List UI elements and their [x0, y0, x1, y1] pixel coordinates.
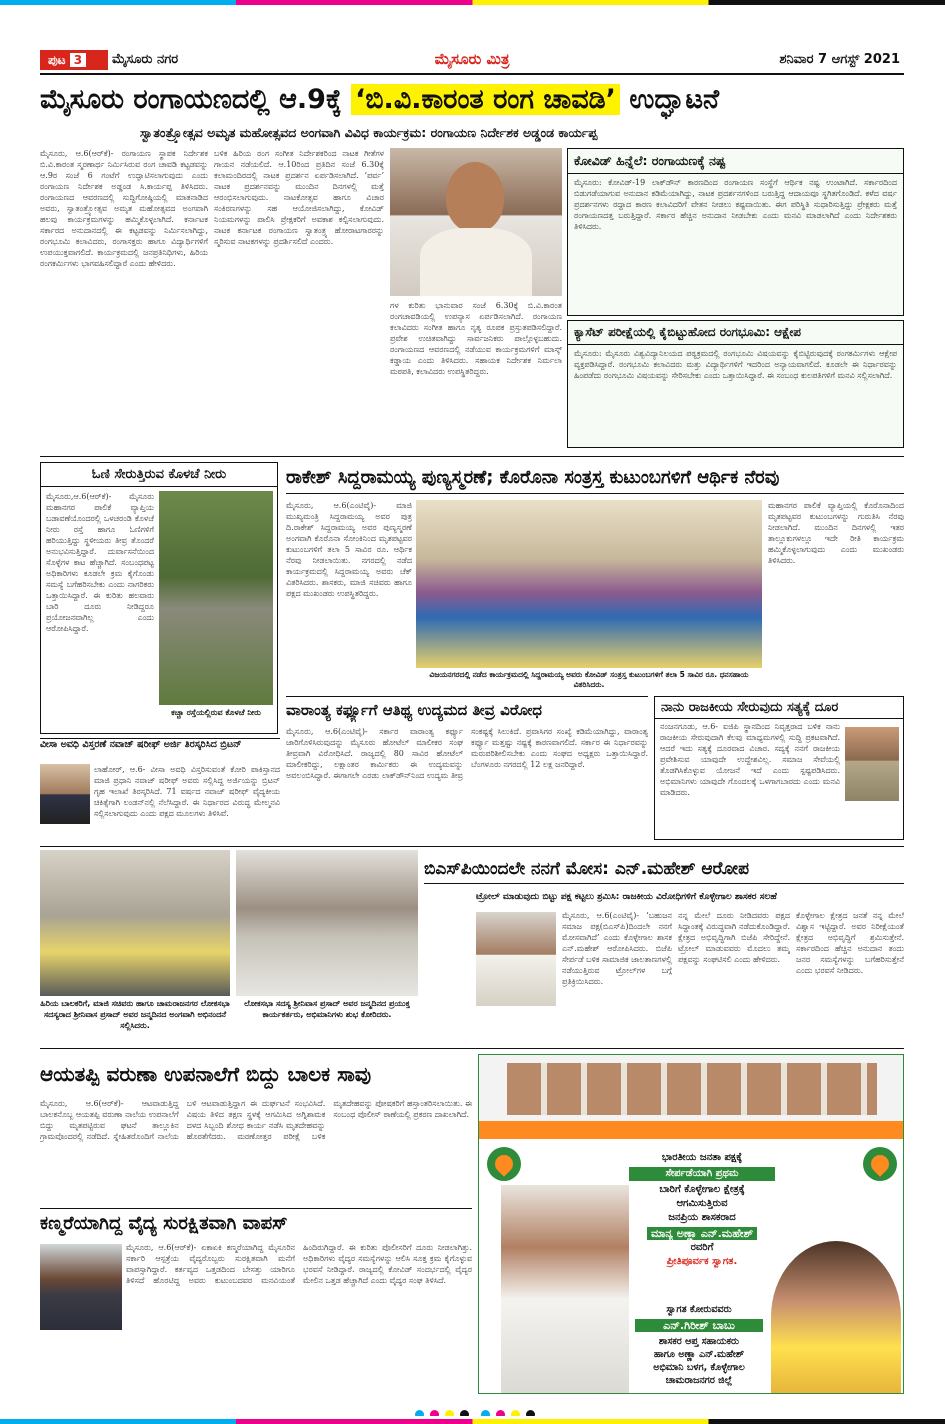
- politics-body: ನಂಜನಗೂಡು, ಆ.6- ಐಜಿಪಿ ಸ್ಥಾನದಿಂದ ನಿವೃತ್ತರಾದ ಬಳಿಕ ನಾನು ರಾಜಕೀಯ ಸೇರುವುದಾಗಿ ಕೆಲವು ಮಾಧ್ಯಮಗಳಲ್ಲಿ ಸುದ್ದಿ ಪ್ರಕಟವಾಗಿದೆ. ಆದರೆ ಇದು ಸತ್ಯಕ್ಕೆ ದೂರವಾದ ವಿಚಾರ. ಸದ್ಯಕ್ಕೆ ನನಗೆ ರಾಜಕೀಯ ಪ್ರವೇಶಿಸುವ ಯಾವುದೇ ಉದ್ದೇಶವಿಲ್ಲ. ಸಮಾಜ ಸೇವೆಯಲ್ಲಿ ತೊಡಗಿಸಿಕೊಳ್ಳುವ ಯೋಜನೆ ಇದೆ ಎಂದು ಸ್ಪಷ್ಟಪಡಿಸಿದರು. ಅಭಿಮಾನಿಗಳು ಯಾವುದೇ ಗೊಂದಲಕ್ಕೆ ಒಳಗಾಗಬಾರದು ಎಂದು ಮನವಿ ಮಾಡಿದರು.: [660, 722, 840, 797]
- ad-mla-photo: [501, 1185, 629, 1393]
- birthday-caption-left: ಹಿರಿಯ ಬಾಲಕರಿಗೆ, ಮಾಜಿ ಸಚಿವರು ಹಾಗೂ ಚಾಮರಾಜನಗರ ಲೋಕಸಭಾ ಸದಸ್ಯರಾದ ಶ್ರೀನಿವಾಸ ಪ್ರಸಾದ್ ಅವರ ಜನ್ಮದಿನದ ಅಂಗವಾಗಿ ಅಭಿನಂದನೆ ಸಲ್ಲಿಸಿದರು.: [40, 999, 230, 1030]
- doctor-photo: [40, 1244, 122, 1330]
- ad-role1: ಶಾಸಕರ ಆಪ್ತ ಸಹಾಯಕರು: [658, 1336, 740, 1347]
- siddaramaiah-photo: [416, 500, 762, 668]
- covid-body: ಮೈಸೂರು: ಕೋವಿಡ್-19 ಲಾಕ್‌ಡೌನ್ ಕಾರಣದಿಂದ ರಂಗಾಯಣ ಸಂಸ್ಥೆಗೆ ಆರ್ಥಿಕ ನಷ್ಟ ಉಂಟಾಗಿದೆ. ಸರ್ಕಾರದಿಂದ ಬಿಡುಗಡೆಯಾಗುವ ಅನುದಾನ ಕಡಿಮೆಯಾಗಿದ್ದು, ನಾಟಕ ಪ್ರದರ್ಶನಗಳಿಂದ ಬರುತ್ತಿದ್ದ ಆದಾಯವೂ ಸ್ಥಗಿತಗೊಂಡಿದೆ. ಕಳೆದ ವರ್ಷ ಪ್ರದರ್ಶನಗಳು ರದ್ದಾದ ಕಾರಣ ಕಲಾವಿದರಿಗೆ ವೇತನ ನೀಡಲು ಕಷ್ಟವಾಯಿತು. ಈಗ ಪರಿಸ್ಥಿತಿ ಸುಧಾರಿಸುತ್ತಿದ್ದು ಪ್ರೇಕ್ಷಕರು ಮತ್ತೆ ರಂಗಾಯಣದತ್ತ ಬರುತ್ತಿದ್ದಾರೆ. ಸರ್ಕಾರ ಹೆಚ್ಚಿನ ಅನುದಾನ ನೀಡಬೇಕು ಎಂದು ಮನವಿ ಮಾಡಲಾಗಿದೆ ಎಂದು ನಿರ್ದೇಶಕರು ತಿಳಿಸಿದರು.: [574, 178, 897, 231]
- ips-officer-photo: [845, 727, 899, 801]
- siddaramaiah-headline: ರಾಕೇಶ್ ಸಿದ್ದರಾಮಯ್ಯ ಪುಣ್ಯಸ್ಮರಣೆ; ಕೊರೊನಾ ಸಂತ್ರಸ್ತ ಕುಟುಂಬಗಳಿಗೆ ಆರ್ಥಿಕ ನೆರವು: [286, 462, 904, 494]
- ad-message: [617, 1151, 787, 1269]
- lead-headline-highlight: ‘ಬಿ.ವಿ.ಕಾರಂತ ರಂಗ ಚಾವಡಿ’: [351, 84, 620, 115]
- sharif-body: ಲಾಹೋರ್, ಆ.6- ವೀಸಾ ಅವಧಿ ವಿಸ್ತರಿಸುವಂತೆ ಕೋರಿ ಪಾಕಿಸ್ತಾನದ ಮಾಜಿ ಪ್ರಧಾನಿ ನವಾಜ್ ಷರೀಫ್ ಅವರು ಸಲ್ಲಿಸಿದ್ದ ಅರ್ಜಿಯನ್ನು ಬ್ರಿಟನ್ ಗೃಹ ಇಲಾಖೆ ತಿರಸ್ಕರಿಸಿದೆ. 71 ವರ್ಷದ ನವಾಜ್ ಷರೀಫ್ ವೈದ್ಯಕೀಯ ಚಿಕಿತ್ಸೆಗಾಗಿ ಲಂಡನ್‌ನಲ್ಲಿ ನೆಲೆಸಿದ್ದಾರೆ. ಈ ನಿರ್ಧಾರದ ವಿರುದ್ಧ ಮೇಲ್ಮನವಿ ಸಲ್ಲಿಸಲಾಗುವುದು ಎಂದು ಪಕ್ಷದ ಮೂಲಗಳು ತಿಳಿಸಿವೆ.: [94, 765, 280, 818]
- cassette-body: ಮೈಸೂರು: ಮೈಸೂರು ವಿಶ್ವವಿದ್ಯಾನಿಲಯದ ಪಠ್ಯಕ್ರಮದಲ್ಲಿ ರಂಗಭೂಮಿ ವಿಷಯವನ್ನು ಕೈಬಿಟ್ಟಿರುವುದಕ್ಕೆ ರಂಗಕರ್ಮಿಗಳು ಆಕ್ಷೇಪ ವ್ಯಕ್ತಪಡಿಸಿದ್ದಾರೆ. ರಂಗಭೂಮಿ ಕಲಾವಿದರು ಮತ್ತು ವಿದ್ಯಾರ್ಥಿಗಳಿಗೆ ಇದರಿಂದ ಅನ್ಯಾಯವಾಗಲಿದೆ. ಕೂಡಲೇ ಈ ನಿರ್ಧಾರವನ್ನು ಹಿಂಪಡೆದು ರಂಗಭೂಮಿ ವಿಷಯವನ್ನು ಸೇರಿಸಬೇಕು ಎಂದು ಒತ್ತಾಯಿಸಿದ್ದಾರೆ. ಈ ಸಂಬಂಧ ಕುಲಪತಿಗಳಿಗೆ ಮನವಿ ಸಲ್ಲಿಸಲಾಗಿದೆ.: [574, 349, 897, 380]
- lake-headline: ಓಣಿ ಸೇರುತ್ತಿರುವ ಕೊಳಚೆ ನೀರು: [41, 463, 277, 487]
- doctor-headline: ಕಣ್ಮರೆಯಾಗಿದ್ದ ವೈದ್ಯ ಸುರಕ್ಷಿತವಾಗಿ ವಾಪಸ್: [40, 1208, 472, 1238]
- bjp-lotus-icon-right: [863, 1147, 897, 1181]
- ad-line1: ಭಾರತೀಯ ಜನತಾ ಪಕ್ಷಕ್ಕೆ: [661, 1152, 743, 1163]
- birthday-photo-right: [236, 850, 418, 996]
- mahesh-photo: [476, 912, 556, 1006]
- ad-line4: ಆಗಮಿಸುತ್ತಿರುವ: [676, 1198, 728, 1209]
- ad-leaders-row: [479, 1055, 904, 1121]
- registration-marks: [360, 1404, 590, 1416]
- lead-body-col1: ಮೈಸೂರು, ಆ.6(ಆರ್‌ಕೆ)- ರಂಗಾಯಣ ಸ್ಥಾಪಕ ನಿರ್ದೇಶಕ ಬಿ.ವಿ.ಕಾರಂತ ಸ್ಮರಣಾರ್ಥ ನಿರ್ಮಿಸಿರುವ ರಂಗ ಚಾವಡಿ ಕಟ್ಟಡವನ್ನು ಆ.9ರ ಸಂಜೆ 6 ಗಂಟೆಗೆ ಉದ್ಘಾಟಿಸಲಾಗುವುದು ಎಂದು ರಂಗಾಯಣ ನಿರ್ದೇಶಕ ಅಡ್ಡಂಡ ಸಿ.ಕಾರ್ಯಪ್ಪ ತಿಳಿಸಿದರು. ರಂಗಾಯಣದ ಆವರಣದಲ್ಲಿ ಸುದ್ದಿಗೋಷ್ಠಿಯಲ್ಲಿ ಮಾತನಾಡಿದ ಅವರು, ಸ್ವಾತಂತ್ರ್ಯೋತ್ಸವ ಅಮೃತ ಮಹೋತ್ಸವದ ಅಂಗವಾಗಿ ಹಲವು ಕಾರ್ಯಕ್ರಮಗಳನ್ನು ಹಮ್ಮಿಕೊಳ್ಳಲಾಗಿದೆ. ಕರ್ನಾಟಕ ಸರ್ಕಾರದ ಅನುದಾನದಲ್ಲಿ ಈ ಕಟ್ಟಡವನ್ನು ನಿರ್ಮಿಸಲಾಗಿದ್ದು, ರಂಗಭೂಮಿ ಕಲಾವಿದರು, ರಂಗಾಸಕ್ತರು ಹಾಗೂ ವಿದ್ಯಾರ್ಥಿಗಳಿಗೆ ಉಪಯುಕ್ತವಾಗಲಿದೆ. ಕಾರ್ಯಕ್ರಮದಲ್ಲಿ ಜನಪ್ರತಿನಿಧಿಗಳು, ಹಿರಿಯ ರಂಗಕರ್ಮಿಗಳು ಭಾಗವಹಿಸಲಿದ್ದಾರೆ ಎಂದು ಹೇಳಿದರು.: [40, 149, 208, 268]
- ad-role2: ಹಾಗೂ ಅಣ್ಣಾ ಎನ್.ಮಹೇಶ್: [653, 1349, 745, 1360]
- siddaramaiah-body-right: ಮಹಾನಗರ ಪಾಲಿಕೆ ವ್ಯಾಪ್ತಿಯಲ್ಲಿ ಕೊರೊನಾದಿಂದ ಮೃತಪಟ್ಟವರ ಕುಟುಂಬಗಳನ್ನು ಗುರುತಿಸಿ ನೆರವು ನೀಡಲಾಗಿದೆ. ಮುಂದಿನ ದಿನಗಳಲ್ಲಿ ಇತರ ತಾಲ್ಲೂಕುಗಳಲ್ಲೂ ಇದೇ ರೀತಿ ಕಾರ್ಯಕ್ರಮ ಹಮ್ಮಿಕೊಳ್ಳಲಾಗುವುದು ಎಂದು ಮುಖಂಡರು ತಿಳಿಸಿದರು.: [768, 501, 904, 565]
- lake-body: ಮೈಸೂರು,ಆ.6(ಆರ್‌ಕೆ)- ಮೈಸೂರು ಮಹಾನಗರ ಪಾಲಿಕೆ ವ್ಯಾಪ್ತಿಯ ಬಡಾವಣೆಯೊಂದರಲ್ಲಿ ಒಳಚರಂಡಿ ಕೊಳಚೆ ನೀರು ರಸ್ತೆ ಹಾಗೂ ಓಣಿಗಳಿಗೆ ಹರಿಯುತ್ತಿದ್ದು ಸ್ಥಳೀಯರು ತೀವ್ರ ತೊಂದರೆ ಅನುಭವಿಸುತ್ತಿದ್ದಾರೆ. ದುರ್ವಾಸನೆಯಿಂದ ಸೊಳ್ಳೆಗಳ ಕಾಟ ಹೆಚ್ಚಾಗಿದೆ. ಸಂಬಂಧಪಟ್ಟ ಅಧಿಕಾರಿಗಳು ಕೂಡಲೇ ಕ್ರಮ ಕೈಗೊಂಡು ಸಮಸ್ಯೆ ಬಗೆಹರಿಸಬೇಕು ಎಂದು ನಾಗರಿಕರು ಒತ್ತಾಯಿಸಿದ್ದಾರೆ. ಈ ಕುರಿತು ಹಲವಾರು ಬಾರಿ ದೂರು ನೀಡಿದ್ದರೂ ಪ್ರಯೋಜನವಾಗಿಲ್ಲ ಎಂದು ಆರೋಪಿಸಿದ್ದಾರೆ.: [46, 492, 154, 633]
- ad-line2: ಸೇರ್ಪಡೆಯಾಗಿ ಪ್ರಥಮ: [629, 1167, 775, 1181]
- lead-subhead: ಸ್ವಾತಂತ್ರ್ಯೋತ್ಸವ ಅಮೃತ ಮಹೋತ್ಸವದ ಅಂಗವಾಗಿ ವಿವಿಧ ಕಾರ್ಯಕ್ರಮ: ರಂಗಾಯಣ ನಿರ್ದೇಶಕ ಅಡ್ಡಂಡ ಕಾರ್ಯಪ್ಪ: [140, 125, 598, 140]
- section-rule-1: [40, 456, 904, 457]
- lake-photo: [159, 491, 273, 705]
- drown-body: ಮೈಸೂರು, ಆ.6(ಆರ್‌ಕೆ)- ಆಟವಾಡುತ್ತಿದ್ದ ಬಾಲಕನೊಬ್ಬ ಆಯತಪ್ಪಿ ವರುಣಾ ನಾಲೆಯ ಉಪನಾಲೆಗೆ ಬಿದ್ದು ಮೃತಪಟ್ಟಿರುವ ಘಟನೆ ತಾಲ್ಲೂಕಿನ ಗ್ರಾಮವೊಂದರಲ್ಲಿ ನಡೆದಿದೆ. ಸ್ನೇಹಿತರೊಂದಿಗೆ ನಾಲೆಯ ಬಳಿ ಆಟವಾಡುತ್ತಿದ್ದಾಗ ಈ ದುರ್ಘಟನೆ ಸಂಭವಿಸಿದೆ. ವಿಷಯ ತಿಳಿದ ತಕ್ಷಣ ಸ್ಥಳಕ್ಕೆ ಆಗಮಿಸಿದ ಅಗ್ನಿಶಾಮಕ ದಳದ ಸಿಬ್ಬಂದಿ ಶೋಧ ಕಾರ್ಯ ನಡೆಸಿ ಮೃತದೇಹವನ್ನು ಹೊರತೆಗೆದರು. ಮರಣೋತ್ತರ ಪರೀಕ್ಷೆ ಬಳಿಕ ಮೃತದೇಹವನ್ನು ಪೋಷಕರಿಗೆ ಹಸ್ತಾಂತರಿಸಲಾಯಿತು. ಈ ಸಂಬಂಧ ಪೊಲೀಸ್ ಠಾಣೆಯಲ್ಲಿ ಪ್ರಕರಣ ದಾಖಲಾಗಿದೆ.: [40, 1099, 472, 1141]
- sharif-headline: ವೀಸಾ ಅವಧಿ ವಿಸ್ತರಣೆ ನವಾಜ್ ಷರೀಫ್ ಅರ್ಜಿ ತಿರಸ್ಕರಿಸಿದ ಬ್ರಿಟನ್: [40, 738, 280, 760]
- bjp-lotus-icon-left: [487, 1147, 521, 1181]
- bjp-welcome-ad: [478, 1054, 904, 1394]
- section-rule-2: [40, 846, 904, 847]
- sharif-photo: [40, 764, 90, 824]
- doctor-body: ಮೈಸೂರು, ಆ.6(ಆರ್‌ಕೆ)- ಏಕಾಏಕಿ ಕಣ್ಮರೆಯಾಗಿದ್ದ ಮೈಸೂರಿನ ಸರ್ಕಾರಿ ಆಸ್ಪತ್ರೆಯ ವೈದ್ಯರೊಬ್ಬರು ಸುರಕ್ಷಿತವಾಗಿ ಮನೆಗೆ ವಾಪಸ್ಸಾಗಿದ್ದಾರೆ. ಕರ್ತವ್ಯದ ಒತ್ತಡದಿಂದ ಬೇಸತ್ತು ಯಾರಿಗೂ ತಿಳಿಸದೆ ಹೊರಟಿದ್ದ ಅವರು ಕುಟುಂಬದವರ ಮನವಿಯಂತೆ ಹಿಂದಿರುಗಿದ್ದಾರೆ. ಈ ಕುರಿತು ಪೊಲೀಸರಿಗೆ ದೂರು ನೀಡಲಾಗಿತ್ತು. ಅಧಿಕಾರಿಗಳು ವೈದ್ಯರ ಸಮಸ್ಯೆಗಳನ್ನು ಆಲಿಸಿ ಸೂಕ್ತ ಕ್ರಮ ಕೈಗೊಳ್ಳುವ ಭರವಸೆ ನೀಡಿದ್ದಾರೆ. ರಾಜ್ಯದಲ್ಲಿ ಕೋವಿಡ್ ಸಂದರ್ಭದಲ್ಲಿ ವೈದ್ಯರ ಮೇಲಿನ ಒತ್ತಡ ಹೆಚ್ಚಾಗಿದೆ ಎಂದು ವೈದ್ಯರ ಸಂಘ ತಿಳಿಸಿದೆ.: [126, 1243, 472, 1285]
- ad-sponsor-name: ಎನ್.ಗಿರೀಶ್ ಬಾಬು: [635, 1319, 763, 1332]
- masthead-rule: [40, 73, 904, 75]
- director-photo: [390, 148, 562, 296]
- siddaramaiah-body-left: ಮೈಸೂರು, ಆ.6(ಎಂಟಿವೈ)- ಮಾಜಿ ಮುಖ್ಯಮಂತ್ರಿ ಸಿದ್ದರಾಮಯ್ಯ ಅವರ ಪುತ್ರ ದಿ.ರಾಕೇಶ್ ಸಿದ್ದರಾಮಯ್ಯ ಅವರ ಪುಣ್ಯಸ್ಮರಣೆ ಅಂಗವಾಗಿ ಕೊರೊನಾ ಸೋಂಕಿನಿಂದ ಮೃತಪಟ್ಟವರ ಕುಟುಂಬಗಳಿಗೆ ತಲಾ 5 ಸಾವಿರ ರೂ. ಆರ್ಥಿಕ ನೆರವು ನೀಡಲಾಯಿತು. ನಗರದಲ್ಲಿ ನಡೆದ ಕಾರ್ಯಕ್ರಮದಲ್ಲಿ ಸಿದ್ದರಾಮಯ್ಯ ಅವರು ಚೆಕ್ ವಿತರಿಸಿದರು. ಶಾಸಕರು, ಮಾಜಿ ಸಚಿವರು ಹಾಗೂ ಪಕ್ಷದ ಮುಖಂಡರು ಉಪಸ್ಥಿತರಿದ್ದರು.: [286, 501, 412, 598]
- ad-line8: ಪ್ರೀತಿಪೂರ್ವಕ ಸ್ವಾಗತ.: [666, 1256, 738, 1267]
- mahesh-body-col1: ಮೈಸೂರು, ಆ.6(ಎಂಟಿವೈ)- ‘ಬಹುಜನ ಸಮಾಜ ಪಕ್ಷ(ಬಿಎಸ್‌ಪಿ)ದಿಂದಲೇ ನನಗೆ ಮೋಸವಾಗಿದೆ’ ಎಂದು ಕೊಳ್ಳೇಗಾಲ ಶಾಸಕ ಎನ್.ಮಹೇಶ್ ಆರೋಪಿಸಿದರು. ಬಿಜೆಪಿ ಸೇರ್ಪಡೆ ಬಳಿಕ ಸಾಮಾಜಿಕ ಜಾಲತಾಣಗಳಲ್ಲಿ ನಡೆಯುತ್ತಿರುವ ಟ್ರೋಲ್‌ಗಳ ಬಗ್ಗೆ ಪ್ರತಿಕ್ರಿಯಿಸಿದರು.: [562, 911, 672, 986]
- birthday-photo-left: [40, 850, 230, 996]
- issue-date: ಶನಿವಾರ 7 ಆಗಸ್ಟ್ 2021: [779, 52, 900, 67]
- ad-sponsor-photo: [771, 1241, 901, 1393]
- curfew-headline: ವಾರಾಂತ್ಯ ಕರ್ಫ್ಯೂಗೆ ಆತಿಥ್ಯ ಉದ್ಯಮದ ತೀವ್ರ ವಿರೋಧ: [286, 696, 648, 722]
- lead-headline: ಮೈಸೂರು ರಂಗಾಯಣದಲ್ಲಿ ಆ.9ಕ್ಕೆ ‘ಬಿ.ವಿ.ಕಾರಂತ ರಂಗ ಚಾವಡಿ’ ಉದ್ಘಾಟನೆ: [40, 84, 720, 115]
- ad-line3: ಬಾರಿಗೆ ಕೊಳ್ಳೇಗಾಲ ಕ್ಷೇತ್ರಕ್ಕೆ: [659, 1184, 745, 1195]
- lake-box: [40, 462, 278, 734]
- ad-line5: ಜನಪ್ರಿಯ ಶಾಸಕರಾದ: [668, 1212, 736, 1223]
- ad-role4: ಚಾಮರಾಜನಗರ ಜಿಲ್ಲೆ: [665, 1375, 733, 1386]
- mahesh-body-col2: ನನ್ನ ಮೇಲೆ ದೂರು ನೀಡಿದವರು ಪಕ್ಷದ ಸಿದ್ಧಾಂತಕ್ಕೆ ವಿರುದ್ಧವಾಗಿ ನಡೆದುಕೊಂಡಿದ್ದಾರೆ. ಕ್ಷೇತ್ರದ ಅಭಿವೃದ್ಧಿಗಾಗಿ ಬಿಜೆಪಿ ಸೇರಿದ್ದೇನೆ. ಟ್ರೋಲ್ ಮಾಡುವವರು ಮೊದಲು ತಮ್ಮ ಪಕ್ಷವನ್ನು ಸಂಘಟಿಸಲಿ ಎಂದು ಹೇಳಿದರು.: [678, 911, 790, 964]
- ad-line6: ಮಾನ್ಯ ಅಣ್ಣಾ ಎನ್.ಮಹೇಶ್: [647, 1227, 757, 1240]
- lead-body-col3: ಗಳ ಕುರಿತು ಭಾನುವಾರ ಸಂಜೆ 6.30ಕ್ಕೆ ಬಿ.ವಿ.ಕಾರಂತ ರಂಗಚಾವಡಿಯಲ್ಲಿ ಉಪನ್ಯಾಸ ಏರ್ಪಡಿಸಲಾಗಿದೆ. ರಂಗಾಯಣ ಕಲಾವಿದರು ಸಂಗೀತ ಹಾಗೂ ನೃತ್ಯ ರೂಪಕ ಪ್ರಸ್ತುತಪಡಿಸಲಿದ್ದಾರೆ. ಪ್ರವೇಶ ಉಚಿತವಾಗಿದ್ದು ಸಾರ್ವಜನಿಕರು ಪಾಲ್ಗೊಳ್ಳಬಹುದು. ರಂಗಾಯಣದ ಆವರಣದಲ್ಲಿ ನಡೆಯುವ ಕಾರ್ಯಕ್ರಮಗಳಿಗೆ ಮಾಸ್ಕ್ ಕಡ್ಡಾಯ ಎಂದು ತಿಳಿಸಿದರು. ಸಹಾಯಕ ನಿರ್ದೇಶಕ ನಿರ್ಮಲಾ ಮಠಪತಿ, ಕಲಾವಿದರು ಉಪಸ್ಥಿತರಿದ್ದರು.: [390, 301, 562, 376]
- page-number-badge: ಪುಟ 3: [40, 50, 108, 70]
- cassette-box: [567, 320, 904, 448]
- ad-saffron-band: [479, 1121, 904, 1139]
- mahesh-body-col3: ಕೊಳ್ಳೇಗಾಲ ಕ್ಷೇತ್ರದ ಜನತೆ ನನ್ನ ಮೇಲೆ ವಿಶ್ವಾಸ ಇಟ್ಟಿದ್ದಾರೆ. ಅವರ ನಿರೀಕ್ಷೆಯಂತೆ ಕ್ಷೇತ್ರದ ಅಭಿವೃದ್ಧಿಗೆ ಶ್ರಮಿಸುತ್ತೇನೆ. ಸರ್ಕಾರದಿಂದ ಹೆಚ್ಚಿನ ಅನುದಾನ ತಂದು ಜನರ ಸಮಸ್ಯೆಗಳನ್ನು ಬಗೆಹರಿಸುತ್ತೇನೆ ಎಂದು ಭರವಸೆ ನೀಡಿದರು.: [796, 911, 904, 975]
- politics-headline: ನಾನು ರಾಜಕೀಯ ಸೇರುವುದು ಸತ್ಯಕ್ಕೆ ದೂರ: [655, 697, 903, 719]
- siddaramaiah-caption: ವಿಜಯನಗರದಲ್ಲಿ ನಡೆದ ಕಾರ್ಯಕ್ರಮದಲ್ಲಿ ಸಿದ್ದರಾಮಯ್ಯ ಅವರು ಕೋವಿಡ್ ಸಂತ್ರಸ್ತ ಕುಟುಂಬಗಳಿಗೆ ತಲಾ 5 ಸಾವಿರ ರೂ. ಧನಸಹಾಯ ವಿತರಿಸಿದರು.: [429, 670, 749, 689]
- ad-role3: ಅಭಿಮಾನಿ ಬಳಗ, ಕೊಳ್ಳೇಗಾಲ: [653, 1362, 745, 1373]
- politics-box: [654, 696, 904, 840]
- lead-body-col2: ಬಳಿಕ ಹಿರಿಯ ರಂಗ ಸಂಗೀತ ನಿರ್ದೇಶಕರಿಂದ ನಾಟಕ ಗೀತೆಗಳ ಗಾಯನ ನಡೆಯಲಿದೆ. ಆ.10ರಿಂದ ಪ್ರತಿದಿನ ಸಂಜೆ 6.30ಕ್ಕೆ ಕಲಾಮಂದಿರದಲ್ಲಿ ನಾಟಕ ಪ್ರದರ್ಶನ ಏರ್ಪಡಿಸಲಾಗಿದೆ. ‘ಪರ್ವ’ ನಾಟಕ ಪ್ರದರ್ಶನವನ್ನು ಮುಂದಿನ ದಿನಗಳಲ್ಲಿ ಮತ್ತೆ ಆರಂಭಿಸಲಾಗುವುದು. ನಾಟಕೋತ್ಸವ ಹಾಗೂ ವಿಚಾರ ಸಂಕಿರಣಗಳನ್ನು ಸಹ ಆಯೋಜಿಸಲಾಗಿದ್ದು, ಕೋವಿಡ್ ನಿಯಮಗಳನ್ನು ಪಾಲಿಸಿ ಪ್ರೇಕ್ಷಕರಿಗೆ ಅವಕಾಶ ಕಲ್ಪಿಸಲಾಗುವುದು. ನಾಟಕ ಕರ್ನಾಟಕ ರಂಗಾಯಣ ಸ್ವಾತಂತ್ರ್ಯ ಹೋರಾಟಗಾರರನ್ನು ಸ್ಮರಿಸುವ ನಾಟಕಗಳನ್ನು ಪ್ರದರ್ಶಿಸಲಿದೆ ಎಂದರು.: [214, 149, 384, 246]
- ad-sponsor-block: [629, 1303, 769, 1387]
- mahesh-subhead: ಟ್ರೋಲ್ ಮಾಡುವುದು ಬಿಟ್ಟು ಪಕ್ಷ ಕಟ್ಟಲು ಶ್ರಮಿಸಿ: ರಾಜಕೀಯ ವಿರೋಧಿಗಳಿಗೆ ಕೊಳ್ಳೇಗಾಲ ಶಾಸಕರ ಸಲಹೆ: [476, 892, 777, 902]
- cassette-headline: ಕ್ಯಾಸೆಟ್ ಪರೀಕ್ಷೆಯಲ್ಲಿ ಕೈಬಿಟ್ಟುಹೋದ ರಂಗಭೂಮಿ: ಆಕ್ಷೇಪ: [568, 321, 903, 345]
- section-name: ಮೈಸೂರು ನಗರ: [112, 52, 179, 67]
- print-color-strip-bottom: [0, 1419, 945, 1424]
- mahesh-headline: ಬಿಎಸ್‌ಪಿಯಿಂದಲೇ ನನಗೆ ಮೋಸ: ಎನ್.ಮಹೇಶ್ ಆರೋಪ: [424, 854, 904, 884]
- paper-logo: ಮೈಸೂರು ಮಿತ್ರ: [434, 50, 510, 68]
- covid-headline: ಕೋವಿಡ್ ಹಿನ್ನೆಲೆ: ರಂಗಾಯಣಕ್ಕೆ ನಷ್ಟ: [568, 149, 903, 174]
- birthday-caption-right: ಲೋಕಸಭಾ ಸದಸ್ಯ ಶ್ರೀನಿವಾಸ ಪ್ರಸಾದ್ ಅವರ ಜನ್ಮದಿನದ ಪ್ರಯುಕ್ತ ಕಾರ್ಯಕರ್ತರು, ಅಭಿಮಾನಿಗಳು ಶುಭ ಕೋರಿದರು.: [244, 999, 410, 1019]
- print-color-strip-top: [0, 0, 945, 5]
- section-rule-3: [40, 1048, 904, 1049]
- drown-headline: ಆಯತಪ್ಪಿ ವರುಣಾ ಉಪನಾಲೆಗೆ ಬಿದ್ದು ಬಾಲಕ ಸಾವು: [40, 1062, 372, 1086]
- curfew-body: ಮೈಸೂರು, ಆ.6(ಎಂಟಿವೈ)- ಸರ್ಕಾರ ವಾರಾಂತ್ಯ ಕರ್ಫ್ಯೂ ಜಾರಿಗೊಳಿಸಿರುವುದನ್ನು ಮೈಸೂರು ಹೋಟೆಲ್ ಮಾಲೀಕರ ಸಂಘ ತೀವ್ರವಾಗಿ ವಿರೋಧಿಸಿದೆ. ರಾಜ್ಯದಲ್ಲಿ 80 ಸಾವಿರ ಹೋಟೆಲ್ ಮಾಲೀಕರಿದ್ದು, ಲಕ್ಷಾಂತರ ಕಾರ್ಮಿಕರು ಈ ಉದ್ಯಮವನ್ನು ಅವಲಂಬಿಸಿದ್ದಾರೆ. ಈಗಾಗಲೇ ಎರಡು ಲಾಕ್‌ಡೌನ್‌ನಿಂದ ಉದ್ಯಮ ತೀವ್ರ ಸಂಕಷ್ಟಕ್ಕೆ ಸಿಲುಕಿದೆ. ಪ್ರವಾಸಿಗರ ಸಂಖ್ಯೆ ಕಡಿಮೆಯಾಗಿದ್ದು, ವಾರಾಂತ್ಯ ಕರ್ಫ್ಯೂ ಮತ್ತಷ್ಟು ನಷ್ಟಕ್ಕೆ ಕಾರಣವಾಗಲಿದೆ. ಸರ್ಕಾರ ಈ ನಿರ್ಧಾರವನ್ನು ಮರುಪರಿಶೀಲಿಸಬೇಕು ಎಂದು ಸಂಘದ ಅಧ್ಯಕ್ಷರು ಒತ್ತಾಯಿಸಿದ್ದಾರೆ. ಬೆಂಗಳೂರು ನಗರದಲ್ಲಿ 12 ಲಕ್ಷ ಜನರಿದ್ದಾರೆ.: [286, 727, 648, 780]
- covid-box: [567, 148, 904, 316]
- lake-caption: ಕಚ್ಚಾ ರಸ್ತೆಯಲ್ಲಿರುವ ಕೊಳಚೆ ನೀರು: [171, 708, 261, 717]
- ad-welcome: ಸ್ವಾಗತ ಕೋರುವವರು: [666, 1304, 732, 1315]
- mahesh-body-under-photo: [476, 1010, 556, 1042]
- ad-line7: ರವರಿಗೆ: [690, 1242, 714, 1253]
